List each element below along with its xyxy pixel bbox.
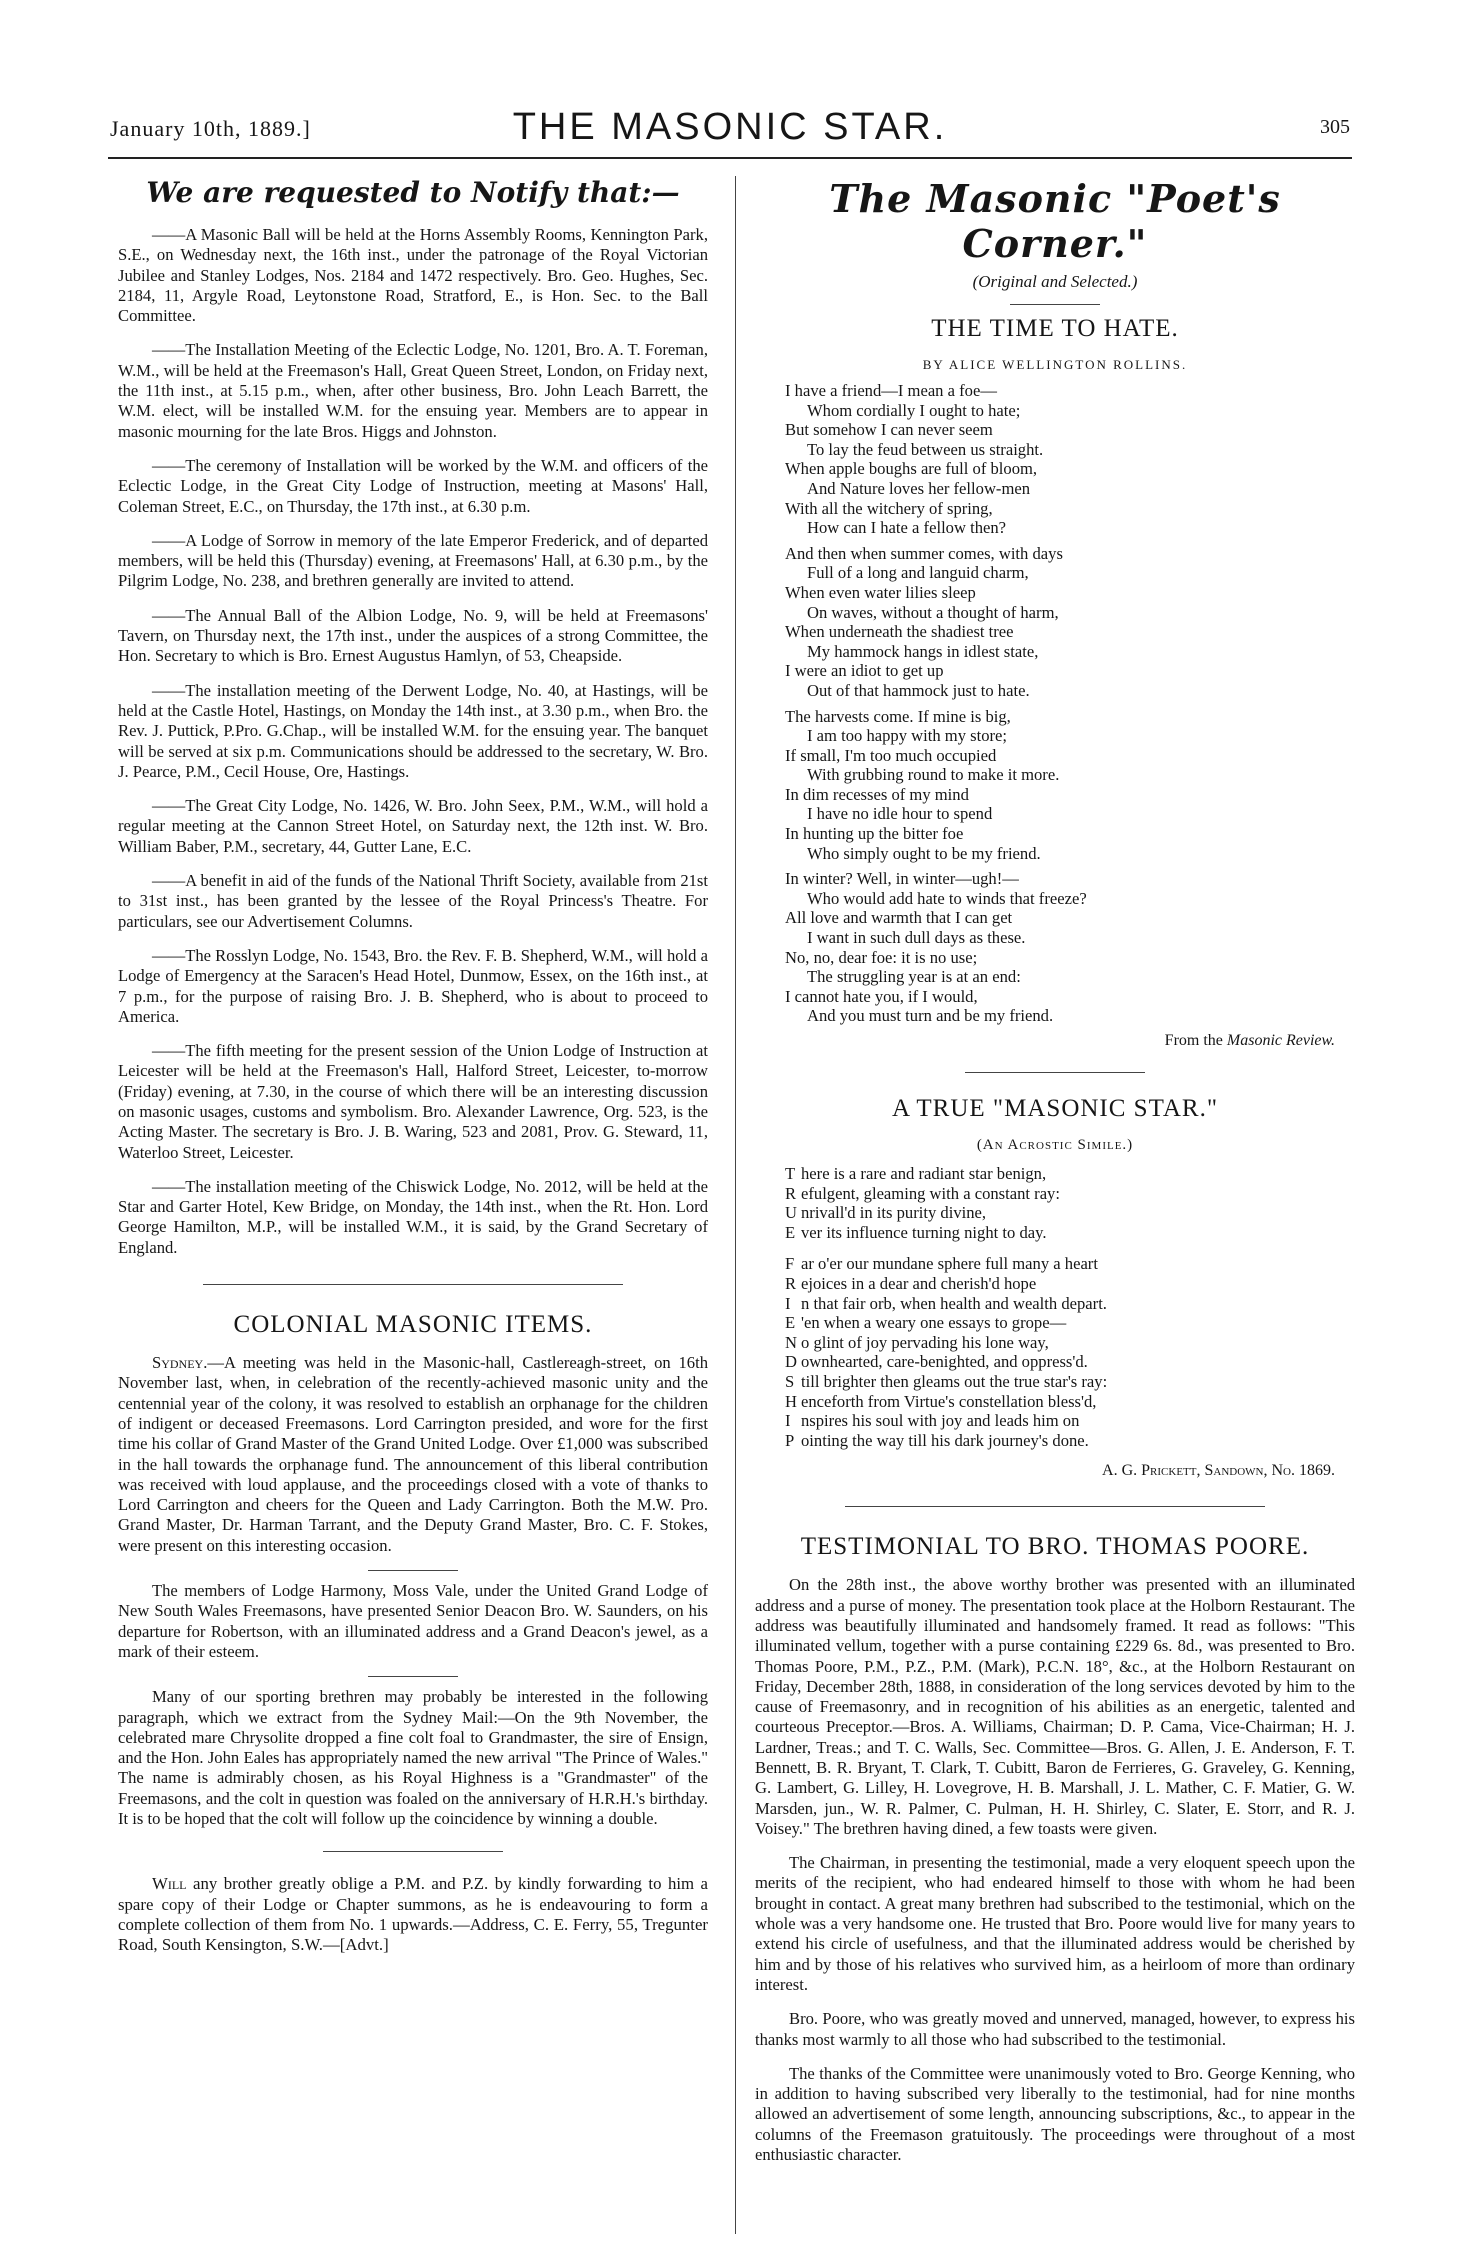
acrostic-heading: A TRUE "MASONIC STAR.": [891, 1095, 1219, 1122]
credit-source: Masonic Review.: [1226, 1032, 1335, 1049]
acrostic-text: here is a rare and radiant star benign,: [801, 1164, 1047, 1183]
testimonial-heading: TESTIMONIAL TO BRO. THOMAS POORE.: [800, 1533, 1310, 1561]
notice-item: —— The ceremony of Installation will be worked by the W.M. and officers of the Eclectic Lodge, in the Great City Lodge of Instruction, meeting at Masons' Hall, Coleman Street, E.C., on Thursday, the 17th inst., at 6.30 p.m.: [118, 456, 708, 517]
poem-line: My hammock hangs in idlest state,: [807, 641, 1039, 661]
testimonial-paragraph: The thanks of the Committee were unanimously voted to Bro. George Kenning, who in addition to having subscribed very liberally to the testimonial, had for nine months allowed an advertisement of some length, announcing subscriptions, &c., to appear in the columns of the Freemason gratuitously. The proceedings were throughout of a most enthusiastic character.: [755, 2063, 1355, 2165]
item-divider: [1010, 304, 1100, 305]
poem-line: Full of a long and languid charm,: [807, 563, 1029, 583]
testimonial-paragraph: Bro. Poore, who was greatly moved and unnerved, managed, however, to express his thanks most warmly to all those who had subscribed to the testimonial.: [755, 2009, 1355, 2049]
acrostic-line: [785, 1313, 1355, 1333]
notice-item: —— The fifth meeting for the present session of the Union Lodge of Instruction at Leicester will be held at the Freemason's Hall, Halford Street, Leicester, to-morrow (Friday) evening, at 7.30, in the course of which there will be an interesting discussion on masonic usages, customs and symbolism. Bro. Alexander Lawrence, Org. 523, is the Acting Master. The secretary is Bro. J. B. Waring, 523 and 2081, Prov. G. Steward, 11, Waterloo Street, Leicester.: [118, 1041, 708, 1163]
column-rule: [735, 176, 736, 2234]
acrostic-line: [785, 1274, 1355, 1294]
acrostic-stanza: [785, 1254, 1355, 1450]
poem-line: In dim recesses of my mind: [785, 784, 969, 804]
acrostic-initial: E: [785, 1222, 796, 1242]
colonial-heading: COLONIAL MASONIC ITEMS.: [233, 1311, 593, 1339]
poem-line: And Nature loves her fellow-men: [807, 478, 1031, 498]
acrostic-line: [785, 1333, 1355, 1353]
poem-line: No, no, dear foe: it is no use;: [785, 947, 978, 967]
masthead-title: THE MASONIC STAR.: [512, 106, 948, 148]
left-column: [118, 176, 708, 1969]
colonial-sydney-item: [118, 1353, 708, 1556]
colonial-sporting-item: Many of our sporting brethren may probably be interested in the following paragraph, which we extract from the Sydney Mail:—On the 9th November, the celebrated mare Chrysolite dropped a fine colt foal to Grandmaster, the sire of Ensign, and the Hon. John Eales has appropriately named the new arrival "The Prince of Wales." The name is admirably chosen, as his Royal Highness is a "Grandmaster" of the Freemasons, and the colt in question was foaled on the anniversary of H.R.H.'s birthday. It is to be hoped that the colt will follow up the coincidence by winning a double.: [118, 1687, 708, 1828]
section-divider: [203, 1284, 623, 1285]
acrostic-line: [785, 1294, 1355, 1314]
notify-heading: We are requested to Notify that:—: [146, 176, 680, 209]
notice-item: —— The Annual Ball of the Albion Lodge, No. 9, will be held at Freemasons' Tavern, on Thursday next, the 17th inst., under the auspices of a strong Committee, the Hon. Secretary to which is Bro. Ernest Augustus Hamlyn, of 53, Cheapside.: [118, 606, 708, 667]
poem-credit: [755, 1032, 1335, 1050]
advert-text: any brother greatly oblige a P.M. and P.Z. by kindly forwarding to him a spare copy of their Lodge or Chapter summons, as he is endeavouring to form a complete collection of them from No. 1 upwards.—Address, C. E. Ferry, 55, Tregunter Road, South Kensington, S.W.—[Advt.]: [118, 1874, 708, 1955]
acrostic-initial: P: [785, 1430, 795, 1450]
poem-stanza: [785, 544, 1355, 701]
acrostic-credit: A. G. Prickett, Sandown, No. 1869.: [1102, 1462, 1335, 1480]
poem-stanza: [785, 707, 1355, 864]
acrostic-text: 'en when a weary one essays to grope—: [801, 1313, 1067, 1333]
poem-line: All love and warmth that I can get: [785, 908, 1013, 928]
poem-line: Who would add hate to winds that freeze?: [807, 888, 1087, 908]
poem-stanza: [785, 869, 1355, 1026]
page-number: 305: [1320, 116, 1350, 138]
page-header: [110, 106, 1350, 152]
acrostic-initial: R: [785, 1183, 797, 1203]
poem-line: If small, I'm too much occupied: [785, 745, 997, 765]
poem-line: Whom cordially I ought to hate;: [807, 400, 1021, 420]
item-divider: [368, 1570, 458, 1571]
acrostic-line: [785, 1164, 1355, 1184]
poem-line: On waves, without a thought of harm,: [807, 602, 1059, 622]
item-divider: [368, 1676, 458, 1677]
poem-line: In winter? Well, in winter—ugh!—: [785, 869, 1019, 889]
poem-line: I have no idle hour to spend: [807, 804, 993, 824]
sydney-lead: Sydney.: [152, 1353, 208, 1373]
acrostic-initial: R: [785, 1273, 797, 1293]
header-rule: [108, 157, 1352, 159]
acrostic-line: [785, 1352, 1355, 1372]
acrostic-text: ver its influence turning night to day.: [801, 1222, 1047, 1242]
poem-line: I have a friend—I mean a foe—: [785, 381, 997, 400]
poem-line: In hunting up the bitter foe: [785, 824, 964, 844]
acrostic-initial: N: [785, 1332, 797, 1352]
colonial-harmony-item: The members of Lodge Harmony, Moss Vale, under the United Grand Lodge of New South Wales Freemasons, have presented Senior Deacon Bro. W. Saunders, on his departure for Robertson, with an illuminated address and a Grand Deacon's jewel, as a mark of their esteem.: [118, 1581, 708, 1661]
acrostic-text: n that fair orb, when health and wealth depart.: [801, 1293, 1107, 1313]
acrostic-initial: F: [785, 1254, 795, 1274]
testimonial-paragraph: The Chairman, in presenting the testimonial, made a very eloquent speech upon the merits of the recipient, who had endeared himself to those with whom he had been brought in contact. A great many brethren had subscribed to the testimonial, which on the whole was a very handsome one. He trusted that Bro. Poore would live for many years to extend his circle of usefulness, and that the illuminated address would be cherished by him and by those of his relatives who survived him, as a heirloom of more than ordinary interest.: [755, 1853, 1355, 1994]
acrostic-initial: S: [785, 1371, 795, 1391]
acrostic-text: ejoices in a dear and cherish'd hope: [801, 1273, 1037, 1293]
acrostic-line: [785, 1392, 1355, 1412]
acrostic-line: [785, 1431, 1355, 1451]
poem-line: When even water lilies sleep: [785, 582, 976, 602]
poem-line: And you must turn and be my friend.: [807, 1006, 1054, 1026]
poem-line: With all the witchery of spring,: [785, 498, 993, 518]
poem-line: To lay the feud between us straight.: [807, 439, 1044, 459]
notice-item: —— A Masonic Ball will be held at the Horns Assembly Rooms, Kennington Park, S.E., on Wednesday next, the 16th inst., under the patronage of the Royal Victorian Jubilee and Stanley Lodges, Nos. 2184 and 1472 respectively. Bro. Geo. Hughes, Sec. 2184, 11, Argyle Road, Leytonstone Road, Stratford, E., is Hon. Sec. to the Ball Committee.: [118, 225, 708, 326]
notice-item: —— The installation meeting of the Derwent Lodge, No. 40, at Hastings, will be held at the Castle Hotel, Hastings, on Monday the 14th inst., at 3.30 p.m., when Bro. the Rev. J. Puttick, P.Pro. G.Chap., will be installed W.M. for the ensuing year. The banquet will be served at six p.m. Communications should be addressed to the secretary, W. Bro. J. Pearce, P.M., Cecil House, Ore, Hastings.: [118, 681, 708, 782]
poem-body: [785, 381, 1355, 1026]
poem-line: When apple boughs are full of bloom,: [785, 459, 1038, 479]
acrostic-line: [785, 1411, 1355, 1431]
poem-line: Out of that hammock just to hate.: [807, 680, 1030, 700]
sydney-text: —A meeting was held in the Masonic-hall, Castlereagh-street, on 16th November last, when, in celebration of the recently-achieved masonic unity and the centennial year of the colony, it was resolved to establish an orphanage for the children of indigent or deceased Freemasons. Lord Carrington presided, and wore for the first time his collar of Grand Master of the Grand United Lodge. Over £1,000 was subscribed in the hall towards the orphanage fund. The announcement of this liberal contribution was received with loud applause, and the proceedings closed with a vote of thanks to Lord Carrington and cheers for the Queen and Lady Carrington. Both the M.W. Pro. Grand Master, Dr. Harman Tarrant, and the Deputy Grand Master, Bro. C. F. Stokes, were present on this interesting occasion.: [118, 1353, 708, 1555]
poem-title: THE TIME TO HATE.: [931, 315, 1179, 342]
acrostic-text: ownhearted, care-benighted, and oppress'd.: [801, 1352, 1088, 1372]
acrostic-text: till brighter then gleams out the true star's ray:: [801, 1371, 1108, 1391]
acrostic-text: efulgent, gleaming with a constant ray:: [801, 1183, 1060, 1203]
notice-item: —— The installation meeting of the Chiswick Lodge, No. 2012, will be held at the Star and Garter Hotel, Kew Bridge, on Monday, the 14th inst., when the Rt. Hon. Lord George Hamilton, M.P., will be installed W.M., it is said, by the Grand Secretary of England.: [118, 1177, 708, 1258]
poem-stanza: [785, 381, 1355, 538]
acrostic-stanza: [785, 1164, 1355, 1242]
acrostic-subheading: (An Acrostic Simile.): [976, 1137, 1134, 1153]
poets-corner-subheading: (Original and Selected.): [972, 272, 1138, 291]
acrostic-text: ointing the way till his dark journey's done.: [801, 1430, 1089, 1450]
acrostic-line: [785, 1254, 1355, 1274]
acrostic-line: [785, 1184, 1355, 1204]
acrostic-initial: T: [785, 1164, 796, 1183]
notice-item: —— A Lodge of Sorrow in memory of the late Emperor Frederick, and of departed members, will be held this (Thursday) evening, at Freemasons' Hall, at 6.30 p.m., by the Pilgrim Lodge, No. 238, and brethren generally are invited to attend.: [118, 531, 708, 592]
acrostic-text: nspires his soul with joy and leads him on: [801, 1411, 1080, 1431]
acrostic-body: [785, 1164, 1355, 1450]
acrostic-initial: U: [785, 1203, 797, 1223]
poem-line: With grubbing round to make it more.: [807, 765, 1060, 785]
notice-item: —— The Great City Lodge, No. 1426, W. Bro. John Seex, P.M., W.M., will hold a regular meeting at the Cannon Street Hotel, on Saturday next, the 12th inst. W. Bro. William Baber, P.M., secretary, 44, Gutter Lane, E.C.: [118, 796, 708, 857]
acrostic-initial: E: [785, 1313, 796, 1333]
poem-line: The struggling year is at an end:: [807, 967, 1021, 987]
poem-line: But somehow I can never seem: [785, 420, 993, 440]
credit-prefix: From the: [1164, 1032, 1227, 1049]
poem-line: The harvests come. If mine is big,: [785, 706, 1011, 726]
acrostic-line: [785, 1372, 1355, 1392]
poem-line: When underneath the shadiest tree: [785, 622, 1014, 642]
section-divider: [845, 1506, 1265, 1507]
acrostic-initial: I: [785, 1293, 791, 1313]
notice-item: —— The Installation Meeting of the Eclectic Lodge, No. 1201, Bro. A. T. Foreman, W.M., will be held at the Freemason's Hall, Great Queen Street, London, on Friday next, the 11th inst., at 5.15 p.m., when, after other business, Bro. John Leach Barrett, the W.M. elect, will be installed W.M. for the ensuing year. Members are to appear in masonic mourning for the late Bros. Higgs and Johnston.: [118, 340, 708, 441]
advertisement: [118, 1874, 708, 1955]
acrostic-line: [785, 1223, 1355, 1243]
issue-date: January 10th, 1889.]: [110, 116, 311, 141]
section-divider: [965, 1072, 1145, 1073]
notice-item: —— A benefit in aid of the funds of the National Thrift Society, available from 21st to 31st inst., has been granted by the lessee of the Royal Princess's Theatre. For particulars, see our Advertisement Columns.: [118, 871, 708, 932]
poem-line: I am too happy with my store;: [807, 726, 1008, 746]
poets-corner-heading: The Masonic "Poet's Corner.": [829, 176, 1281, 266]
poem-line: And then when summer comes, with days: [785, 543, 1063, 563]
poem-line: Who simply ought to be my friend.: [807, 843, 1041, 863]
acrostic-initial: H: [785, 1391, 797, 1411]
advert-lead: Will: [152, 1874, 187, 1894]
poem-line: I want in such dull days as these.: [807, 928, 1026, 948]
testimonial-paragraph: On the 28th inst., the above worthy brother was presented with an illuminated address and a purse of money. The presentation took place at the Holborn Restaurant. The address was beautifully illuminated and handsomely framed. It read as follows: "This illuminated vellum, together with a purse containing £229 6s. 8d., was presented to Bro. Thomas Poore, P.M., P.Z., P.M. (Mark), P.C.N. 18°, &c., at the Holborn Restaurant on Friday, December 28th, 1888, in consideration of the long services devoted by him to the cause of Freemasonry, and in recognition of his abilities as an energetic, talented and courteous Preceptor.—Bros. A. Williams, Chairman; D. P. Cama, Vice-Chairman; H. J. Lardner, Treas.; and T. C. Walls, Sec. Committee—Bros. G. Allen, J. E. Anderson, F. T. Bennett, B. R. Bryant, T. Clark, T. Cubitt, Baron de Ferrieres, G. Graveley, G. Kenning, G. Lambert, G. Lilley, H. Lovegrove, H. B. Marshall, J. L. Mather, C. F. Matier, G. W. Marsden, jun., W. R. Palmer, C. Pulman, H. H. Shirley, C. Slater, E. Storr, and R. J. Voisey." The brethren having dined, a few toasts were given.: [755, 1575, 1355, 1838]
poem-line: I were an idiot to get up: [785, 661, 944, 681]
acrostic-text: nrivall'd in its purity divine,: [801, 1203, 987, 1223]
section-divider: [323, 1851, 503, 1852]
acrostic-initial: D: [785, 1352, 797, 1372]
acrostic-text: o glint of joy pervading his lone way,: [801, 1332, 1049, 1352]
right-column: [755, 176, 1355, 2179]
acrostic-line: [785, 1203, 1355, 1223]
poem-line: How can I hate a fellow then?: [807, 518, 1007, 538]
poem-author: BY ALICE WELLINGTON ROLLINS.: [922, 357, 1188, 372]
poem-line: I cannot hate you, if I would,: [785, 986, 978, 1006]
acrostic-text: enceforth from Virtue's constellation bless'd,: [801, 1391, 1097, 1411]
notice-item: —— The Rosslyn Lodge, No. 1543, Bro. the Rev. F. B. Shepherd, W.M., will hold a Lodge of Emergency at the Saracen's Head Hotel, Dunmow, Essex, on the 16th inst., at 7 p.m., for the purpose of raising Bro. J. B. Shepherd, who is about to proceed to America.: [118, 946, 708, 1027]
acrostic-text: ar o'er our mundane sphere full many a heart: [801, 1254, 1098, 1274]
acrostic-initial: I: [785, 1411, 791, 1431]
